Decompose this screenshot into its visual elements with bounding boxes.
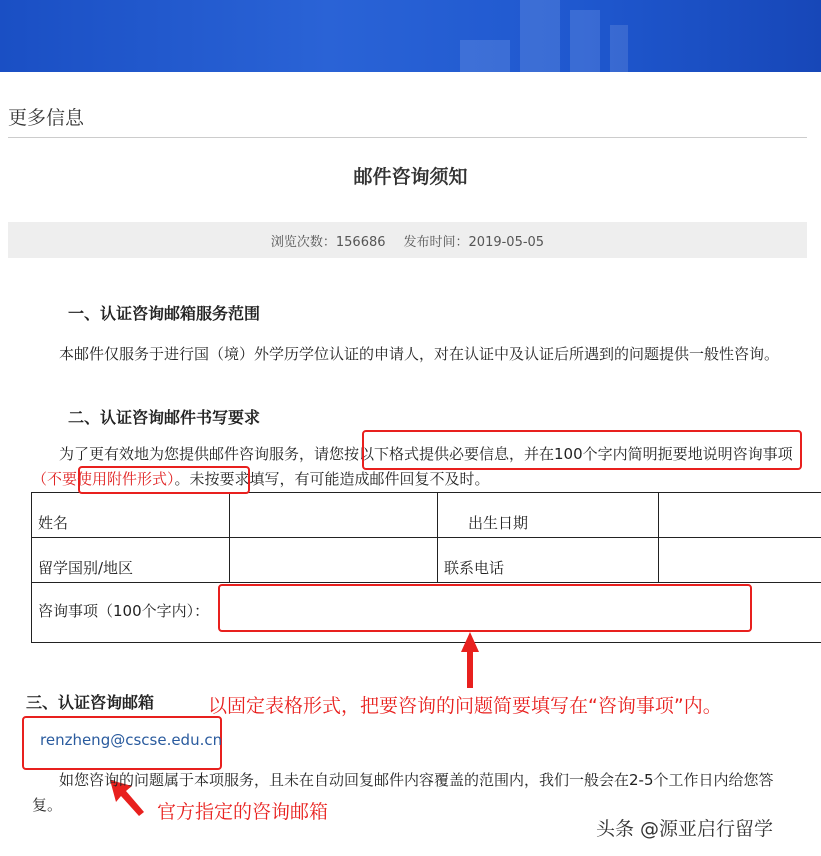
phone-label: 联系电话 bbox=[438, 538, 659, 583]
header-banner bbox=[0, 0, 821, 72]
name-label: 姓名 bbox=[32, 493, 230, 538]
watermark: 头条 @源亚启行留学 bbox=[596, 818, 774, 840]
publish-date: 发布时间：2019-05-05 bbox=[403, 234, 545, 250]
view-count: 浏览次数：156686 bbox=[270, 234, 386, 250]
birth-value-cell bbox=[659, 493, 821, 538]
table-annotation: 以固定表格形式，把要咨询的问题简要填写在“咨询事项”内。 bbox=[208, 695, 722, 717]
section3-body: 如您咨询的问题属于本项服务，且未在自动回复邮件内容覆盖的范围内，我们一般会在2-5个工作日内给您答复。 bbox=[32, 771, 774, 814]
inquiry-highlight-box bbox=[218, 584, 752, 632]
contact-email-link[interactable]: renzheng@cscse.edu.cn bbox=[40, 731, 223, 749]
country-value-cell bbox=[230, 538, 438, 583]
up-arrow-icon bbox=[455, 632, 485, 692]
country-label: 留学国别/地区 bbox=[32, 538, 230, 583]
email-annotation: 官方指定的咨询邮箱 bbox=[157, 801, 329, 823]
birth-label: 出生日期 bbox=[438, 493, 659, 538]
inquiry-label: 咨询事项（100个字内）： bbox=[32, 583, 821, 643]
section1-heading: 一、认证咨询邮箱服务范围 bbox=[68, 304, 261, 323]
format-highlight-box bbox=[362, 430, 802, 470]
name-value-cell bbox=[230, 493, 438, 538]
section2-body-tail: 。未按要求填写，有可能造成邮件回复不及时。 bbox=[174, 470, 490, 488]
page-title: 邮件咨询须知 bbox=[353, 166, 468, 188]
section2-heading: 二、认证咨询邮件书写要求 bbox=[68, 408, 261, 427]
no-attachment-note: （不要使用附件形式） bbox=[32, 470, 175, 488]
article-meta bbox=[8, 222, 807, 258]
divider bbox=[8, 137, 807, 138]
section2-body-text: 为了更有效地为您提供邮件咨询服务，请您按以下格式提供必要信息，并在100个字内简明扼要地说明咨询事项 bbox=[59, 445, 793, 463]
section-header-more-info: 更多信息 bbox=[8, 107, 85, 129]
attachment-highlight-box bbox=[78, 466, 250, 494]
section1-body: 本邮件仅服务于进行国（境）外学历学位认证的申请人，对在认证中及认证后所遇到的问题提供一般性咨询。 bbox=[59, 345, 780, 363]
phone-value-cell bbox=[659, 538, 821, 583]
section3-heading: 三、认证咨询邮箱 bbox=[26, 693, 155, 712]
